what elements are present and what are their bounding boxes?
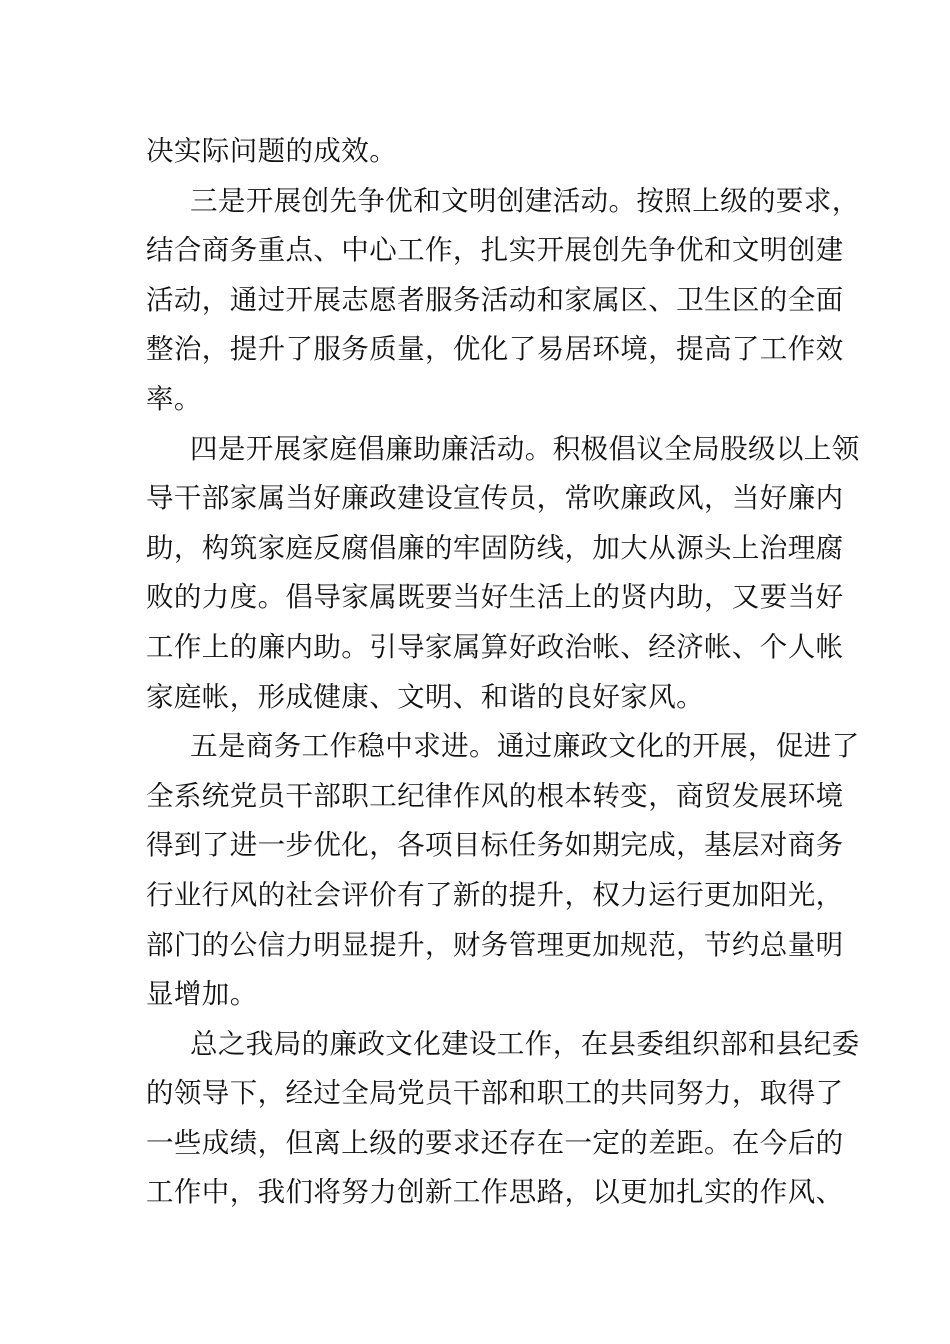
text-line: 四是开展家庭倡廉助廉活动。积极倡议全局股级以上领 [190, 432, 860, 465]
text-line: 决实际问题的成效。 [146, 135, 398, 167]
text-line: 部门的公信力明显提升，财务管理更加规范，节约总量明 [146, 928, 844, 961]
text-line: 的领导下，经过全局党员干部和职工的共同努力，取得了 [146, 1077, 844, 1110]
text-line: 总之我局的廉政文化建设工作，在县委组织部和县纪委 [190, 1027, 860, 1060]
text-line: 工作上的廉内助。引导家属算好政治帐、经济帐、个人帐 [146, 630, 844, 663]
paragraph-summary [146, 1020, 860, 1218]
text-line: 工作中，我们将努力创新工作思路，以更加扎实的作风、 [146, 1176, 844, 1209]
text-line: 率。 [146, 382, 202, 415]
text-line: 家庭帐，形成健康、文明、和谐的良好家风。 [146, 680, 704, 713]
body-text [146, 127, 860, 1218]
text-line: 得到了进一步优化，各项目标任务如期完成，基层对商务 [146, 829, 844, 862]
text-line: 五是商务工作稳中求进。通过廉政文化的开展，促进了 [190, 730, 860, 763]
text-line: 整治，提升了服务质量，优化了易居环境，提高了工作效 [146, 333, 844, 366]
text-line: 一些成绩，但离上级的要求还存在一定的差距。在今后的 [146, 1126, 844, 1159]
paragraph-item-five [146, 722, 860, 1020]
text-line: 结合商务重点、中心工作，扎实开展创先争优和文明创建 [146, 234, 844, 267]
text-line: 败的力度。倡导家属既要当好生活上的贤内助，又要当好 [146, 581, 844, 614]
text-line: 显增加。 [146, 978, 258, 1011]
paragraph-continuation [146, 127, 810, 177]
text-line: 活动，通过开展志愿者服务活动和家属区、卫生区的全面 [146, 283, 844, 316]
text-line: 行业行风的社会评价有了新的提升，权力运行更加阳光， [146, 878, 844, 911]
paragraph-item-four [146, 425, 860, 723]
paragraph-item-three [146, 177, 860, 425]
text-line: 导干部家属当好廉政建设宣传员，常吹廉政风，当好廉内 [146, 482, 844, 515]
text-line: 助，构筑家庭反腐倡廉的牢固防线，加大从源头上治理腐 [146, 531, 844, 564]
text-line: 三是开展创先争优和文明创建活动。按照上级的要求， [190, 184, 860, 217]
text-line: 全系统党员干部职工纪律作风的根本转变，商贸发展环境 [146, 779, 844, 812]
